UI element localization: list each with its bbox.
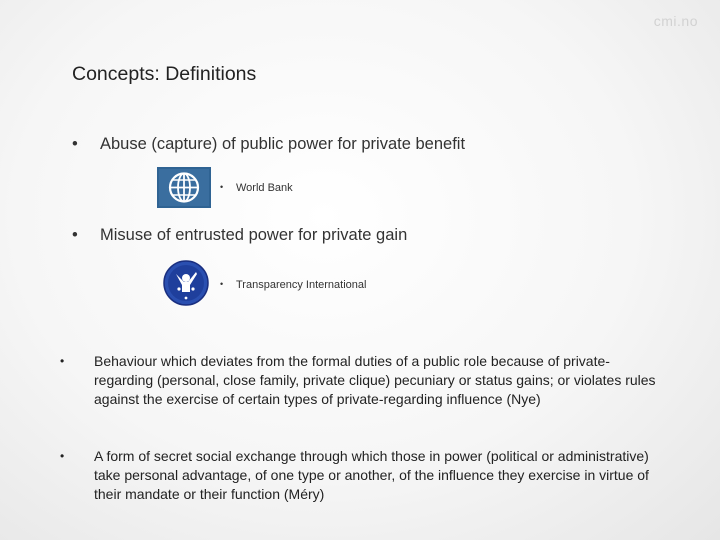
world-bank-logo xyxy=(157,167,211,208)
paragraph-text: A form of secret social exchange through which those in power (political or administrative) take personal advantage, of one type or another, of the influence they exercise in virtue of their mandate or their function (Méry) xyxy=(94,448,649,502)
bullet: • xyxy=(72,226,78,244)
source-text: Transparency International xyxy=(236,279,367,291)
definition-text: Abuse (capture) of public power for private benefit xyxy=(100,135,466,153)
page-title: Concepts: Definitions xyxy=(72,63,257,85)
bullet: • xyxy=(220,279,224,289)
bullet: • xyxy=(60,354,65,368)
bullet: • xyxy=(72,135,78,153)
watermark: cmi.no xyxy=(653,13,698,29)
bullet: • xyxy=(220,182,224,192)
bullet: • xyxy=(60,449,65,463)
source-text: World Bank xyxy=(236,182,293,194)
transparency-international-logo xyxy=(160,258,212,308)
paragraph-text: Behaviour which deviates from the formal duties of a public role because of private-regarding (personal, close family, private clique) pecuniary or status gains; or violates rules against the exercise of certain types of private-regarding influence (Nye) xyxy=(94,353,656,407)
definition-text: Misuse of entrusted power for private gain xyxy=(100,226,408,244)
